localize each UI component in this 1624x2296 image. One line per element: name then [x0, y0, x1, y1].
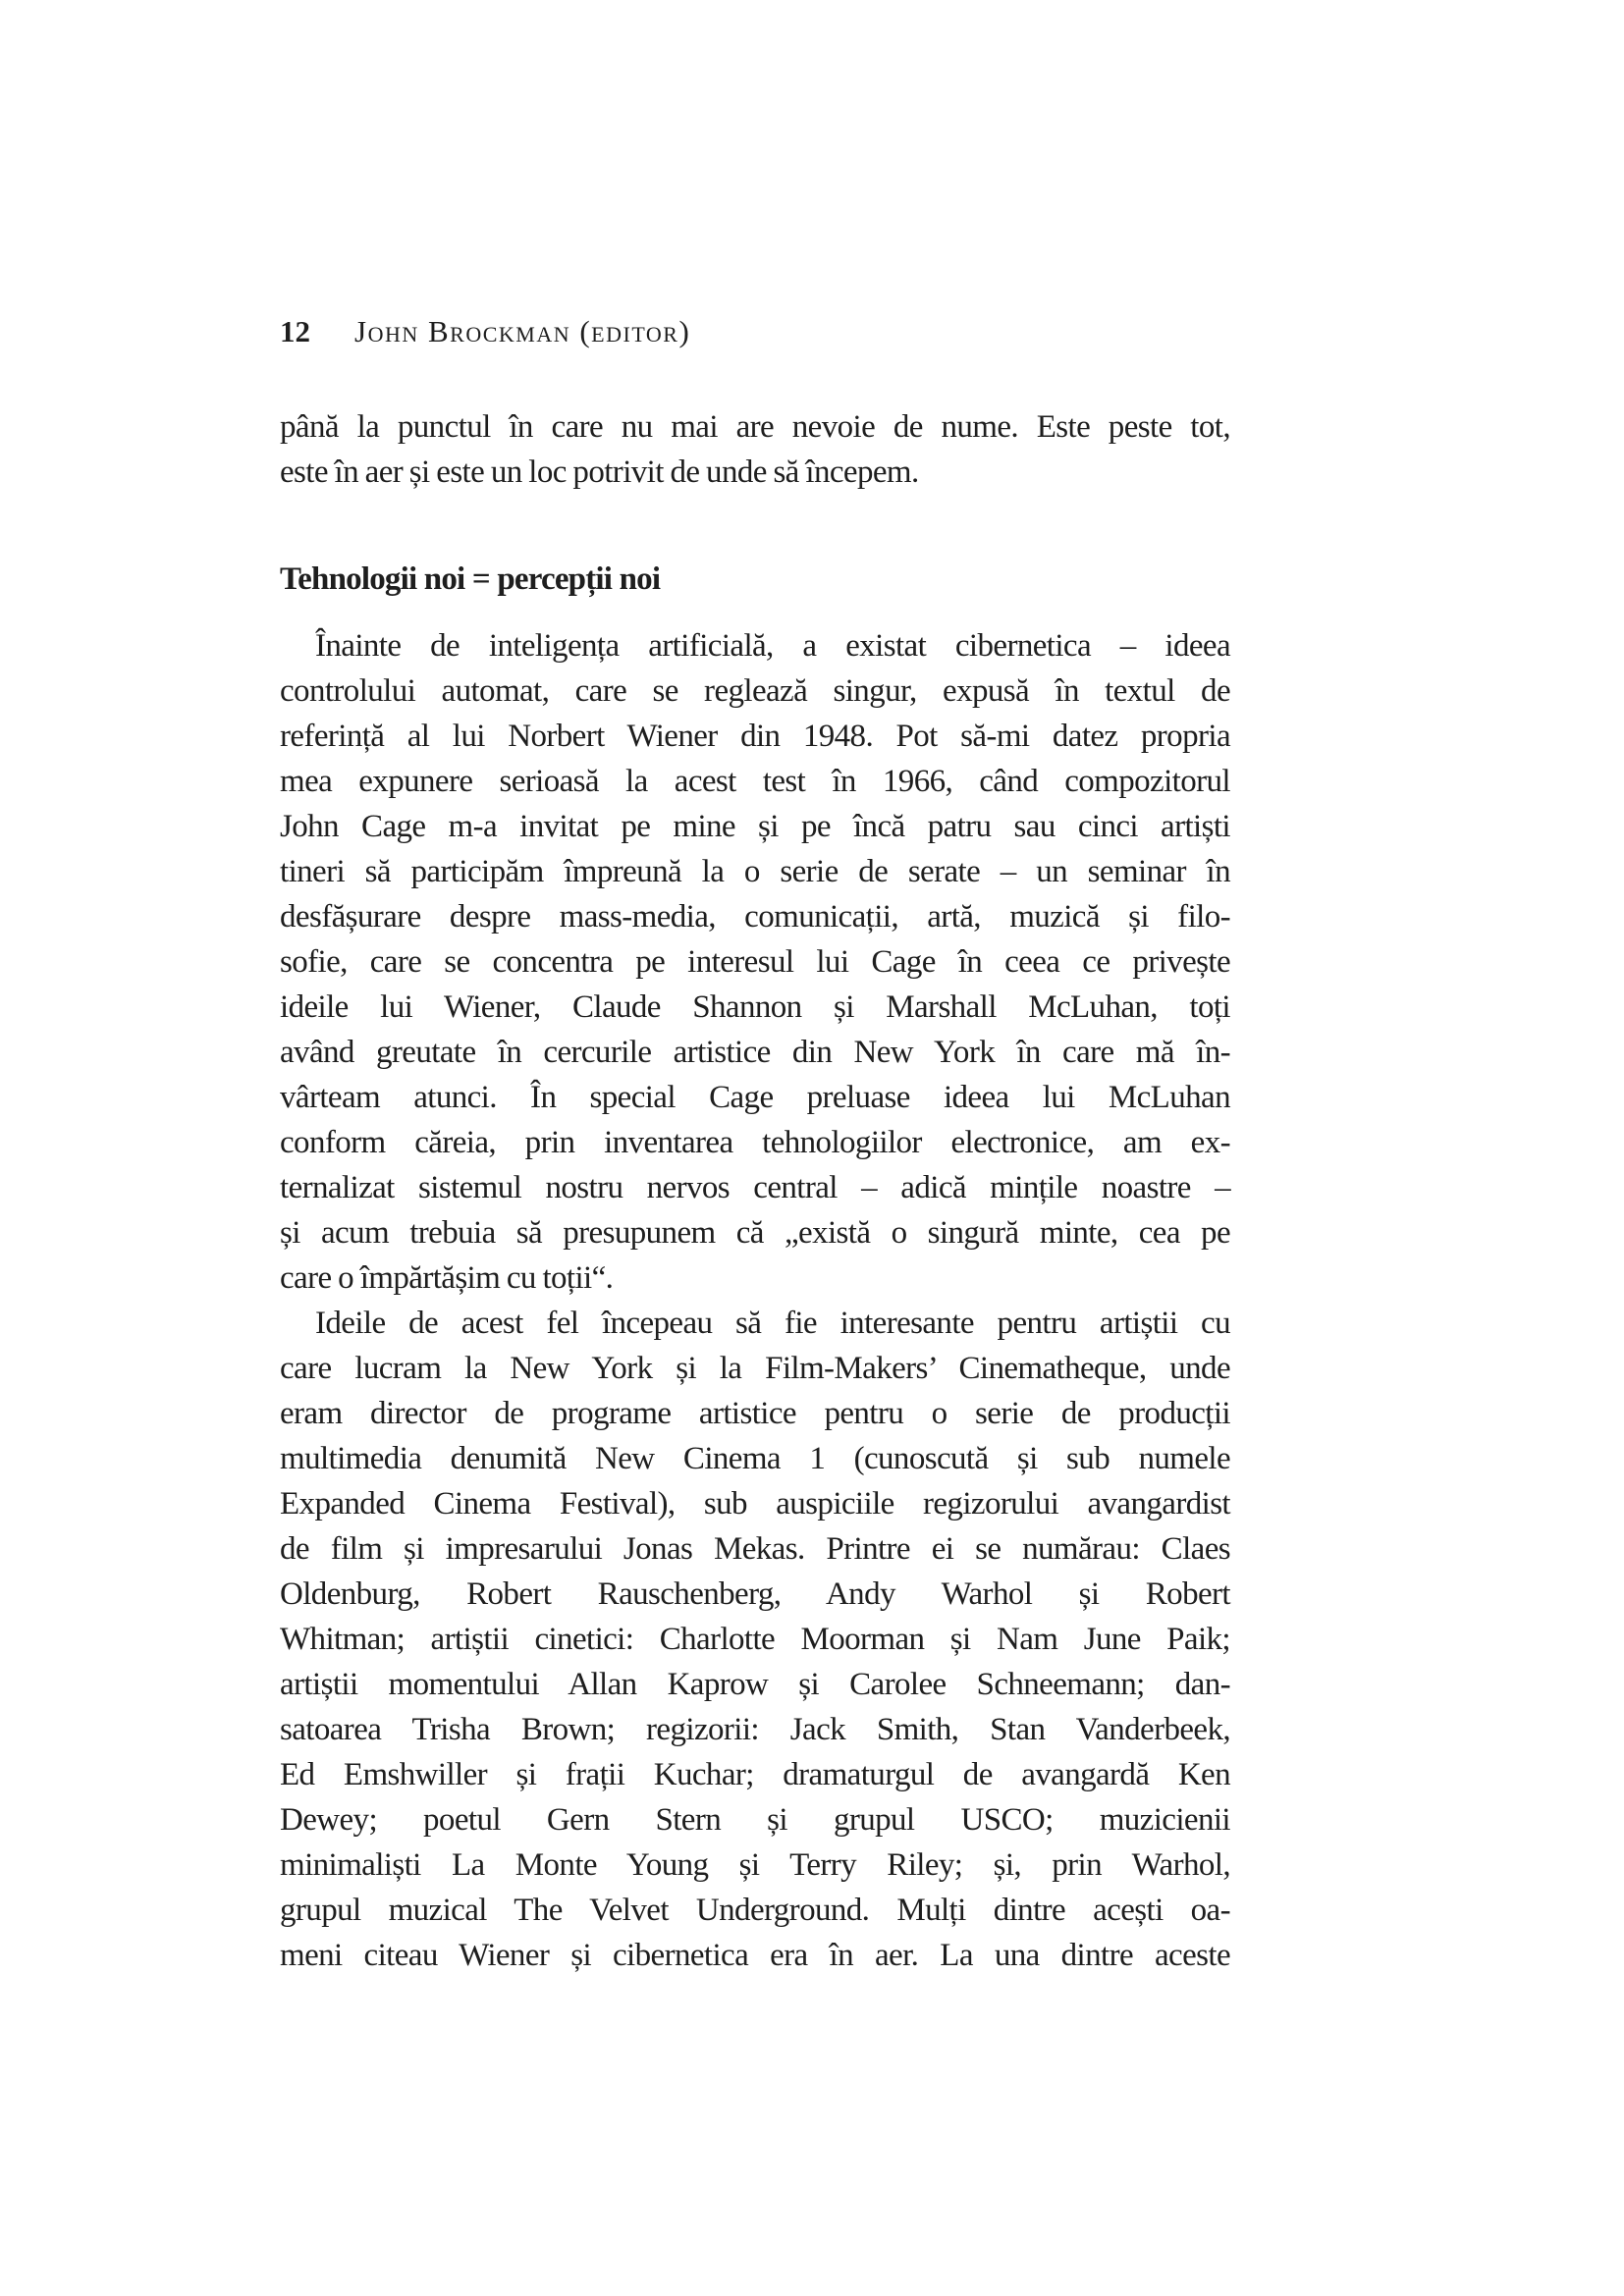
text-line: de film și impresarului Jonas Mekas. Printre ei se numărau: Claes: [280, 1531, 1230, 1567]
text-line: multimedia denumită New Cinema 1 (cunoscută și sub numele: [280, 1441, 1230, 1476]
text-line: desfășurare despre mass-media, comunicații, artă, muzică și filo-: [280, 899, 1230, 934]
text-line: ternalizat sistemul nostru nervos central – adică mințile noastre –: [280, 1170, 1230, 1205]
text-line: mea expunere serioasă la acest test în 1966, când compozitorul: [280, 764, 1230, 799]
text-line: satoarea Trisha Brown; regizorii: Jack Smith, Stan Vanderbeek,: [280, 1712, 1230, 1747]
text-line: artiștii momentului Allan Kaprow și Carolee Schneemann; dan-: [280, 1667, 1230, 1702]
text-line: Oldenburg, Robert Rauschenberg, Andy Warhol și Robert: [280, 1576, 1230, 1612]
text-line: conform căreia, prin inventarea tehnologiilor electronice, am ex-: [280, 1125, 1230, 1160]
paragraph-2: [280, 1301, 1230, 1978]
running-head-title: John Brockman (editor): [354, 314, 691, 348]
text-line: meni citeau Wiener și cibernetica era în aer. La una dintre aceste: [280, 1938, 1230, 1973]
text-line: care lucram la New York și la Film-Makers’ Cinematheque, unde: [280, 1351, 1230, 1386]
running-head: [280, 312, 690, 351]
text-line: Dewey; poetul Gern Stern și grupul USCO; muzicienii: [280, 1802, 1230, 1838]
text-line: eram director de programe artistice pentru o serie de producții: [280, 1396, 1230, 1431]
text-line: și acum trebuia să presupunem că „există o singură minte, cea pe: [280, 1215, 1230, 1251]
text-line: John Cage m-a invitat pe mine și pe încă patru sau cinci artiști: [280, 809, 1230, 844]
text-line: grupul muzical The Velvet Underground. Mulți dintre acești oa-: [280, 1893, 1230, 1928]
text-line: sofie, care se concentra pe interesul lui Cage în ceea ce privește: [280, 944, 1230, 980]
text-line: controlului automat, care se reglează singur, expusă în textul de: [280, 673, 1230, 709]
text-line: ideile lui Wiener, Claude Shannon și Marshall McLuhan, toți: [280, 989, 1230, 1025]
text-line: minimaliști La Monte Young și Terry Riley; și, prin Warhol,: [280, 1847, 1230, 1883]
text-line: este în aer și este un loc potrivit de unde să începem.: [280, 454, 919, 490]
text-line: Ideile de acest fel începeau să fie interesante pentru artiștii cu: [315, 1306, 1230, 1341]
text-line: până la punctul în care nu mai are nevoie de nume. Este peste tot,: [280, 409, 1230, 445]
text-line: Ed Emshwiller și frații Kuchar; dramaturgul de avangardă Ken: [280, 1757, 1230, 1792]
text-line: vârteam atunci. În special Cage preluase ideea lui McLuhan: [280, 1080, 1230, 1115]
text-line: referință al lui Norbert Wiener din 1948. Pot să-mi datez propria: [280, 719, 1230, 754]
page-number: 12: [280, 314, 310, 348]
text-line: Înainte de inteligența artificială, a existat cibernetica – ideea: [315, 628, 1230, 664]
continuation-paragraph: [280, 404, 1230, 495]
text-line: care o împărtășim cu toții“.: [280, 1260, 614, 1296]
text-line: Expanded Cinema Festival), sub auspiciile regizorului avangardist: [280, 1486, 1230, 1522]
paragraph-1: [280, 623, 1230, 1301]
section-heading: Tehnologii noi = percepții noi: [280, 561, 661, 597]
text-line: tineri să participăm împreună la o serie de serate – un seminar în: [280, 854, 1230, 889]
text-line: având greutate în cercurile artistice din New York în care mă în-: [280, 1035, 1230, 1070]
text-line: Whitman; artiștii cinetici: Charlotte Moorman și Nam June Paik;: [280, 1622, 1230, 1657]
